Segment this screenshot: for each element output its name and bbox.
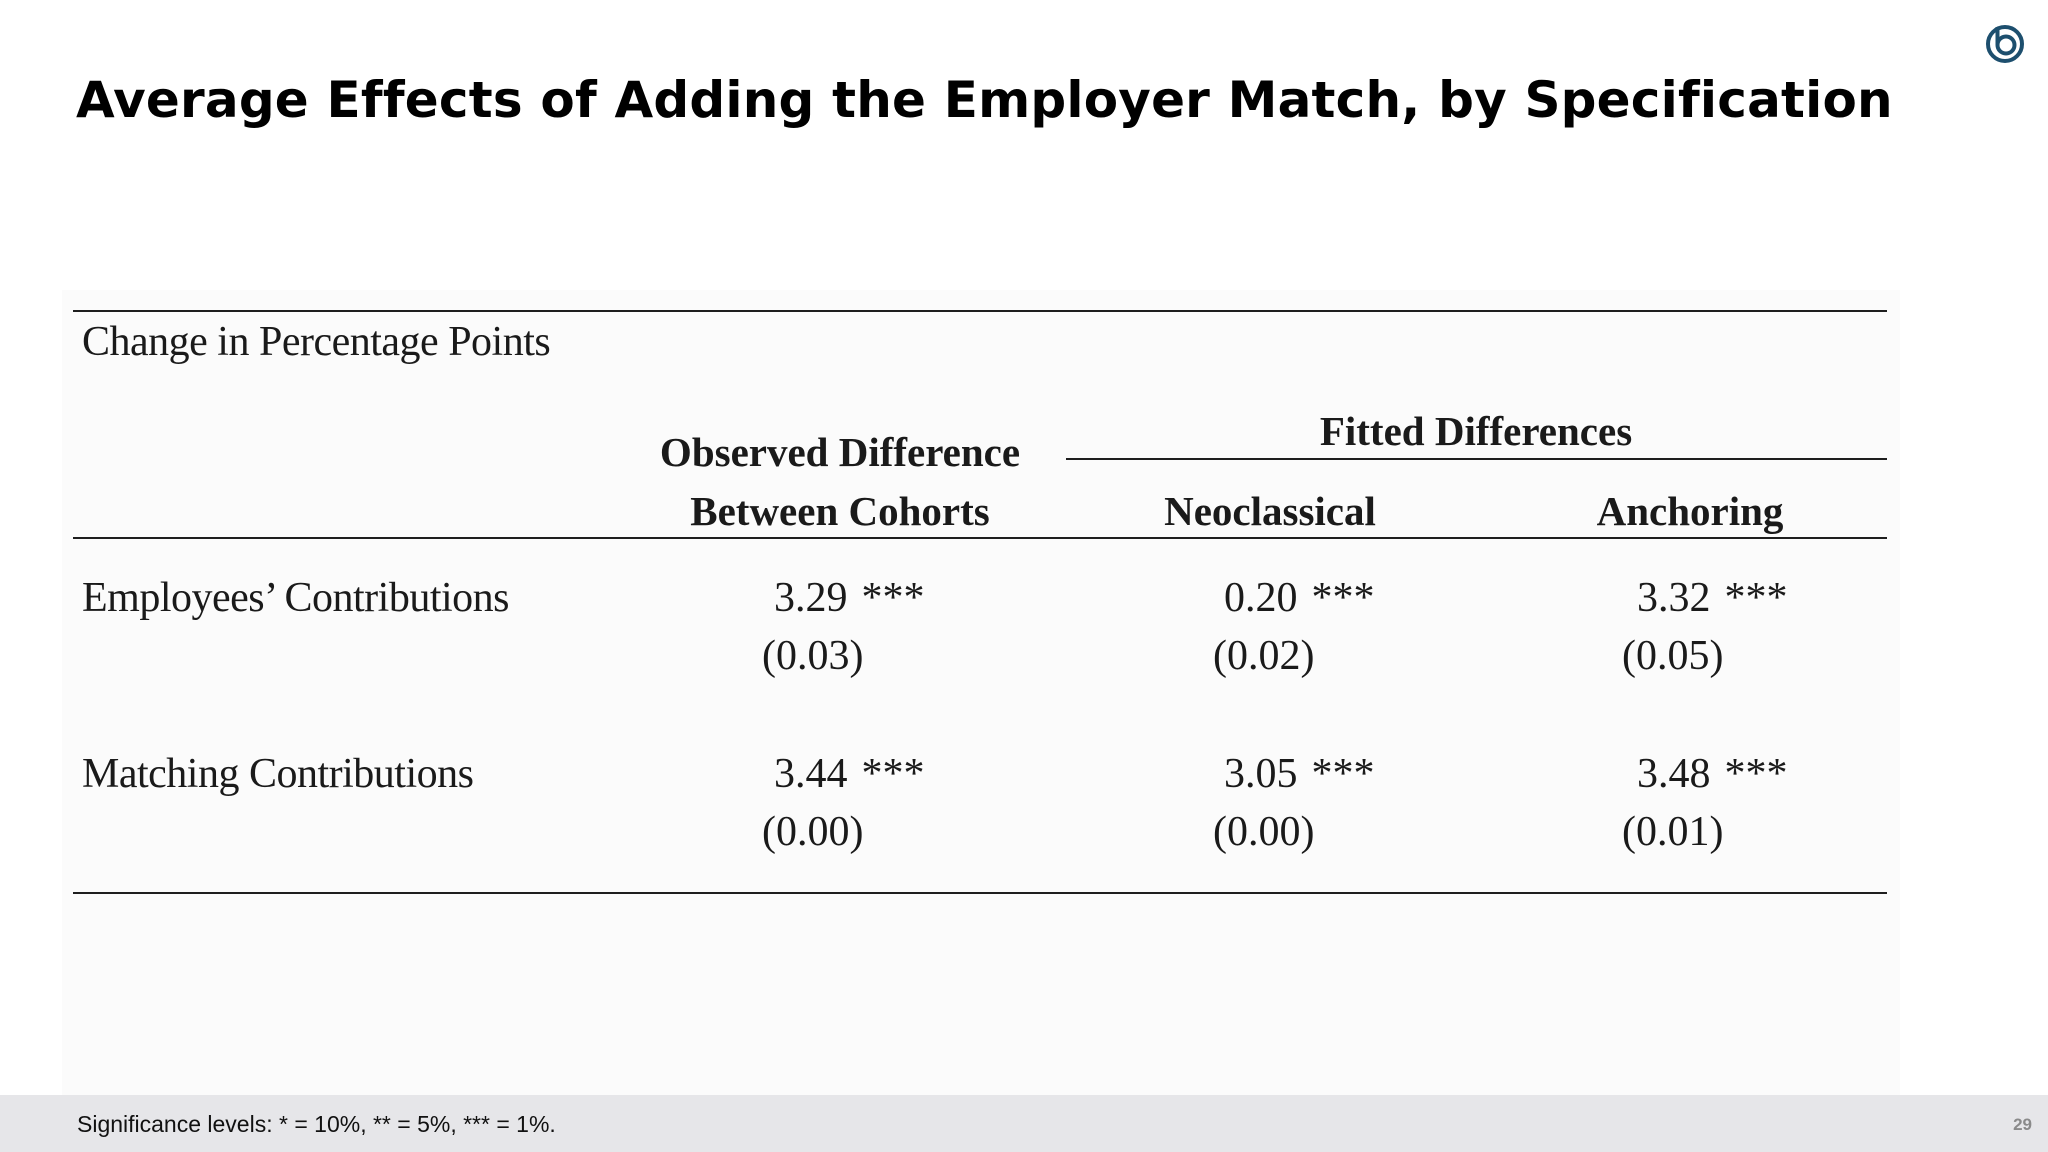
table-cell-standard-error: (0.05) — [1622, 633, 1724, 679]
fitted-group-rule — [1066, 458, 1887, 460]
table-cell-standard-error: (0.02) — [1213, 633, 1315, 679]
header-bottom-rule — [73, 537, 1887, 539]
table-top-rule — [73, 310, 1887, 312]
significance-footnote: Significance levels: * = 10%, ** = 5%, *** = 1%. — [77, 1111, 556, 1137]
header-neoclassical: Neoclassical — [1164, 488, 1376, 534]
table-cell-standard-error: (0.00) — [762, 809, 864, 855]
page-number: 29 — [2013, 1115, 2032, 1134]
significance-stars: *** — [861, 751, 925, 797]
table-cell-standard-error: (0.03) — [762, 633, 864, 679]
table-cell-standard-error: (0.00) — [1213, 809, 1315, 855]
table-cell-estimate — [1637, 748, 1788, 800]
row-label-employees-contributions: Employees’ Contributions — [82, 575, 510, 621]
significance-stars: *** — [1311, 575, 1375, 621]
estimate-value: 3.29 — [774, 575, 848, 621]
header-observed-line2: Between Cohorts — [690, 488, 990, 534]
estimate-value: 3.48 — [1637, 751, 1711, 797]
table-bottom-rule — [73, 892, 1887, 894]
header-anchoring: Anchoring — [1596, 488, 1784, 534]
estimate-value: 3.32 — [1637, 575, 1711, 621]
significance-stars: *** — [1311, 751, 1375, 797]
table-cell-estimate — [774, 748, 925, 800]
slide-title: Average Effects of Adding the Employer Match, by Specification — [76, 71, 1893, 129]
estimate-value: 3.44 — [774, 751, 848, 797]
circular-b-logo-icon — [1984, 22, 2026, 64]
significance-stars: *** — [861, 575, 925, 621]
estimate-value: 0.20 — [1224, 575, 1298, 621]
table-caption: Change in Percentage Points — [82, 319, 551, 365]
table-cell-estimate — [1637, 572, 1788, 624]
row-label-matching-contributions: Matching Contributions — [82, 751, 474, 797]
header-fitted-differences: Fitted Differences — [1319, 408, 1633, 454]
table-cell-standard-error: (0.01) — [1622, 809, 1724, 855]
table-cell-estimate — [774, 572, 925, 624]
estimate-value: 3.05 — [1224, 751, 1298, 797]
header-observed-line1: Observed Difference — [659, 429, 1021, 475]
significance-stars: *** — [1724, 575, 1788, 621]
significance-stars: *** — [1724, 751, 1788, 797]
table-cell-estimate — [1224, 748, 1375, 800]
table-cell-estimate — [1224, 572, 1375, 624]
